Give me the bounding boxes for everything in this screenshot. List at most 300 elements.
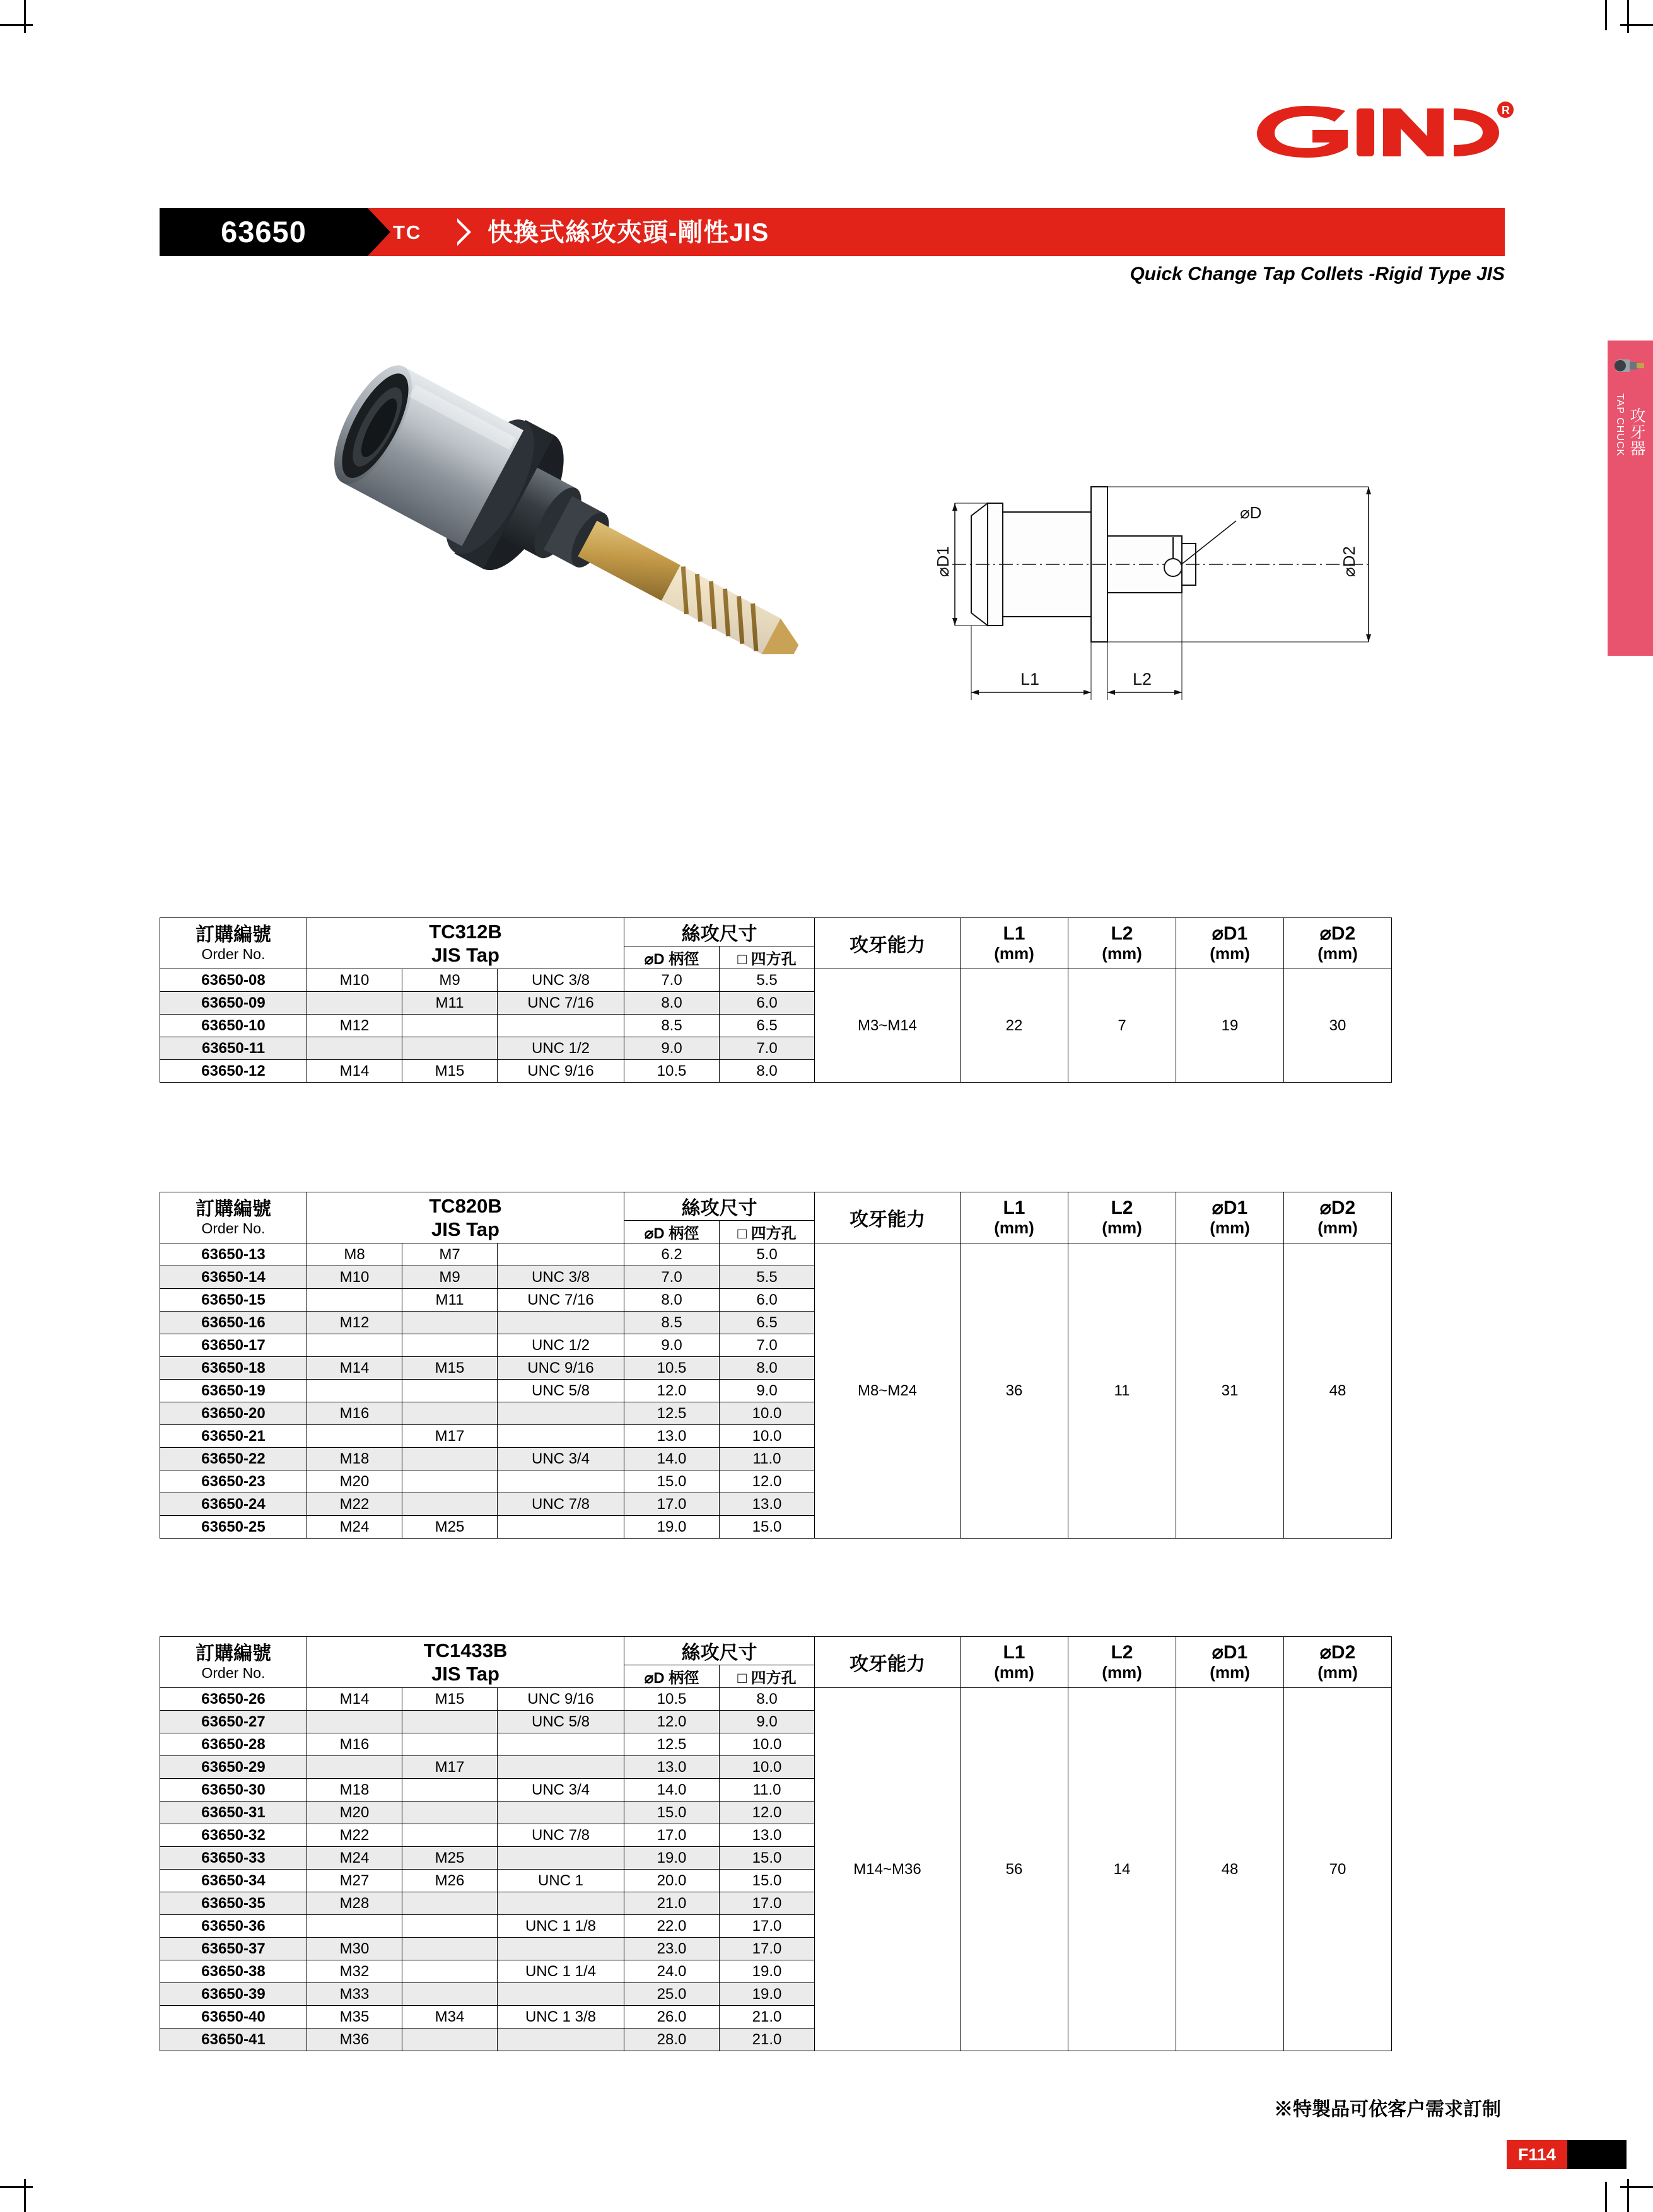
header-order-cn: 訂購編號 <box>196 1198 271 1220</box>
header-d2 <box>1284 1637 1392 1688</box>
crop-mark <box>1605 0 1607 30</box>
header-l2-unit: (mm) <box>1102 1663 1142 1682</box>
svg-text:R: R <box>1502 104 1510 117</box>
header-d1-unit: (mm) <box>1210 1663 1250 1682</box>
cell-square: 7.0 <box>720 1334 815 1357</box>
cell-tap-3 <box>498 1938 624 1960</box>
cell-tap-3: UNC 7/8 <box>498 1493 624 1516</box>
cell-tap-2: M17 <box>402 1756 498 1779</box>
cell-order-no: 63650-19 <box>160 1380 307 1402</box>
header-capacity-label: 攻牙能力 <box>850 935 925 956</box>
header-model-code: TC1433B <box>423 1639 508 1662</box>
cell-order-no: 63650-22 <box>160 1448 307 1470</box>
cell-tap-1: M16 <box>307 1733 402 1756</box>
cell-square: 9.0 <box>720 1711 815 1733</box>
cell-square: 8.0 <box>720 1357 815 1380</box>
spec-table-2-wrapper <box>160 1192 1392 1539</box>
cell-shank-dia: 14.0 <box>624 1448 720 1470</box>
header-square-label: □ 四方孔 <box>737 951 797 968</box>
cell-tap-1: M10 <box>307 1266 402 1289</box>
cell-tap-2 <box>402 2029 498 2051</box>
table-header-row <box>160 1192 1392 1221</box>
cell-square: 5.5 <box>720 1266 815 1289</box>
cell-tap-2 <box>402 1312 498 1334</box>
side-tab-text <box>1608 393 1653 460</box>
cell-tap-2: M11 <box>402 992 498 1015</box>
side-tab-label-cn: 攻牙器 <box>1628 407 1645 457</box>
cell-capacity: M14~M36 <box>815 1688 961 2051</box>
header-square-label: □ 四方孔 <box>737 1225 797 1242</box>
cell-order-no: 63650-20 <box>160 1402 307 1425</box>
product-header-bar <box>160 208 1505 256</box>
cell-tap-1 <box>307 1289 402 1312</box>
cell-square: 15.0 <box>720 1847 815 1870</box>
cell-tap-1 <box>307 1425 402 1448</box>
cell-d2: 30 <box>1284 969 1392 1083</box>
cell-shank-dia: 17.0 <box>624 1493 720 1516</box>
cell-capacity: M3~M14 <box>815 969 961 1083</box>
cell-tap-2: M9 <box>402 969 498 992</box>
cell-tap-1: M27 <box>307 1870 402 1892</box>
cell-tap-3: UNC 3/4 <box>498 1779 624 1802</box>
cell-tap-2 <box>402 1938 498 1960</box>
cell-tap-2 <box>402 1892 498 1915</box>
header-d1-label: ⌀D1 <box>1212 1641 1248 1663</box>
cell-shank-dia: 17.0 <box>624 1824 720 1847</box>
header-shank-dia-label: ⌀D 柄徑 <box>644 951 699 968</box>
cell-d2: 70 <box>1284 1688 1392 2051</box>
header-black-arrow <box>368 208 390 256</box>
cell-square: 6.0 <box>720 1289 815 1312</box>
cell-shank-dia: 15.0 <box>624 1470 720 1493</box>
header-l2 <box>1068 1192 1176 1243</box>
cell-tap-1 <box>307 1334 402 1357</box>
cell-tap-1: M22 <box>307 1493 402 1516</box>
header-l2 <box>1068 918 1176 969</box>
cell-d2: 48 <box>1284 1243 1392 1539</box>
cell-shank-dia: 28.0 <box>624 2029 720 2051</box>
page-number: F114 <box>1517 2145 1557 2164</box>
header-capacity <box>815 1192 961 1243</box>
cell-shank-dia: 12.5 <box>624 1733 720 1756</box>
crop-mark <box>1605 2182 1607 2212</box>
product-type-label: TC <box>393 221 422 243</box>
cell-order-no: 63650-09 <box>160 992 307 1015</box>
spec-table-1 <box>160 917 1392 1083</box>
header-d2-label: ⌀D2 <box>1319 1641 1356 1663</box>
cell-square: 12.0 <box>720 1802 815 1824</box>
cell-tap-2 <box>402 1037 498 1060</box>
cell-tap-1: M30 <box>307 1938 402 1960</box>
cell-shank-dia: 19.0 <box>624 1516 720 1539</box>
cell-tap-2 <box>402 1380 498 1402</box>
header-jis-tap: JIS Tap <box>431 1218 499 1240</box>
cell-square: 13.0 <box>720 1824 815 1847</box>
cell-tap-2 <box>402 1802 498 1824</box>
cell-d1: 19 <box>1176 969 1284 1083</box>
cell-order-no: 63650-15 <box>160 1289 307 1312</box>
product-title-en: Quick Change Tap Collets -Rigid Type JIS <box>1130 264 1505 284</box>
header-model <box>307 918 624 969</box>
cell-tap-3 <box>498 1847 624 1870</box>
cell-tap-2 <box>402 1960 498 1983</box>
cell-tap-2: M25 <box>402 1516 498 1539</box>
cell-tap-1 <box>307 1380 402 1402</box>
cell-tap-3: UNC 1/2 <box>498 1334 624 1357</box>
technical-drawing <box>933 441 1413 744</box>
header-order-no <box>160 1192 307 1243</box>
header-d1 <box>1176 918 1284 969</box>
cell-tap-3: UNC 3/8 <box>498 1266 624 1289</box>
cell-square: 6.0 <box>720 992 815 1015</box>
cell-shank-dia: 10.5 <box>624 1688 720 1711</box>
header-l1 <box>961 918 1068 969</box>
cell-tap-2 <box>402 1711 498 1733</box>
cell-shank-dia: 23.0 <box>624 1938 720 1960</box>
header-l1 <box>961 1637 1068 1688</box>
cell-square: 11.0 <box>720 1448 815 1470</box>
table-row <box>160 969 1392 992</box>
header-square-label: □ 四方孔 <box>737 1670 797 1687</box>
dim-label-d2: ⌀D2 <box>1340 546 1358 577</box>
header-capacity-label: 攻牙能力 <box>850 1654 925 1675</box>
cell-tap-1: M18 <box>307 1448 402 1470</box>
cell-shank-dia: 8.0 <box>624 992 720 1015</box>
cell-square: 19.0 <box>720 1960 815 1983</box>
header-tap-size-cn: 絲攻尺寸 <box>681 1198 757 1219</box>
cell-square: 15.0 <box>720 1870 815 1892</box>
cell-order-no: 63650-36 <box>160 1915 307 1938</box>
custom-order-note: ※特製品可依客户需求訂制 <box>1274 2099 1501 2120</box>
header-model <box>307 1637 624 1688</box>
cell-tap-1 <box>307 1711 402 1733</box>
cell-d1: 48 <box>1176 1688 1284 2051</box>
cell-order-no: 63650-34 <box>160 1870 307 1892</box>
cell-l1: 22 <box>961 969 1068 1083</box>
cell-l1: 56 <box>961 1688 1068 2051</box>
cell-tap-1: M8 <box>307 1243 402 1266</box>
header-d2-unit: (mm) <box>1317 1663 1358 1682</box>
header-l2-label: L2 <box>1111 1197 1133 1218</box>
cell-order-no: 63650-24 <box>160 1493 307 1516</box>
cell-shank-dia: 12.0 <box>624 1711 720 1733</box>
cell-tap-2: M17 <box>402 1425 498 1448</box>
cell-order-no: 63650-37 <box>160 1938 307 1960</box>
cell-tap-3: UNC 1 3/8 <box>498 2006 624 2029</box>
cell-tap-1 <box>307 1915 402 1938</box>
cell-tap-3 <box>498 1470 624 1493</box>
cell-shank-dia: 7.0 <box>624 1266 720 1289</box>
header-model-code: TC312B <box>429 920 502 943</box>
cell-tap-3 <box>498 1243 624 1266</box>
cell-order-no: 63650-28 <box>160 1733 307 1756</box>
cell-shank-dia: 8.5 <box>624 1015 720 1037</box>
cell-shank-dia: 25.0 <box>624 1983 720 2006</box>
dim-label-l1: L1 <box>1020 670 1040 689</box>
cell-square: 10.0 <box>720 1733 815 1756</box>
cell-tap-1: M28 <box>307 1892 402 1915</box>
header-capacity-label: 攻牙能力 <box>850 1209 925 1230</box>
header-l1-unit: (mm) <box>994 944 1034 963</box>
cell-square: 15.0 <box>720 1516 815 1539</box>
cell-square: 11.0 <box>720 1779 815 1802</box>
category-side-tab <box>1608 341 1653 656</box>
cell-order-no: 63650-18 <box>160 1357 307 1380</box>
cell-l1: 36 <box>961 1243 1068 1539</box>
header-d1-unit: (mm) <box>1210 944 1250 963</box>
cell-tap-1: M20 <box>307 1802 402 1824</box>
header-d2-label: ⌀D2 <box>1319 923 1356 944</box>
table-header-row <box>160 918 1392 946</box>
cell-square: 17.0 <box>720 1892 815 1915</box>
header-order-no <box>160 918 307 969</box>
cell-order-no: 63650-08 <box>160 969 307 992</box>
product-photo <box>240 341 870 864</box>
header-capacity <box>815 918 961 969</box>
header-square <box>720 1665 815 1688</box>
cell-order-no: 63650-27 <box>160 1711 307 1733</box>
cell-tap-1: M33 <box>307 1983 402 2006</box>
cell-shank-dia: 15.0 <box>624 1802 720 1824</box>
cell-order-no: 63650-16 <box>160 1312 307 1334</box>
cell-d1: 31 <box>1176 1243 1284 1539</box>
header-l2 <box>1068 1637 1176 1688</box>
cell-tap-3: UNC 3/4 <box>498 1448 624 1470</box>
cell-order-no: 63650-32 <box>160 1824 307 1847</box>
cell-tap-3 <box>498 1516 624 1539</box>
cell-shank-dia: 9.0 <box>624 1037 720 1060</box>
header-l2-label: L2 <box>1111 923 1133 944</box>
cell-tap-1: M10 <box>307 969 402 992</box>
cell-square: 8.0 <box>720 1688 815 1711</box>
header-d2 <box>1284 1192 1392 1243</box>
cell-square: 19.0 <box>720 1983 815 2006</box>
header-model <box>307 1192 624 1243</box>
cell-order-no: 63650-11 <box>160 1037 307 1060</box>
cell-order-no: 63650-14 <box>160 1266 307 1289</box>
cell-tap-1: M14 <box>307 1357 402 1380</box>
cell-shank-dia: 21.0 <box>624 1892 720 1915</box>
cell-tap-3: UNC 9/16 <box>498 1060 624 1083</box>
crop-mark <box>0 2186 33 2188</box>
cell-order-no: 63650-13 <box>160 1243 307 1266</box>
header-jis-tap: JIS Tap <box>431 944 499 966</box>
chevron-right-icon <box>456 218 472 246</box>
cell-order-no: 63650-21 <box>160 1425 307 1448</box>
cell-tap-2 <box>402 1733 498 1756</box>
header-d1-label: ⌀D1 <box>1212 1197 1248 1218</box>
cell-square: 5.0 <box>720 1243 815 1266</box>
header-shank-dia <box>624 946 720 969</box>
cell-shank-dia: 12.0 <box>624 1380 720 1402</box>
cell-tap-3: UNC 1 <box>498 1870 624 1892</box>
cell-tap-3: UNC 1 1/4 <box>498 1960 624 1983</box>
spec-table-2 <box>160 1192 1392 1539</box>
cell-tap-2: M25 <box>402 1847 498 1870</box>
header-l1-unit: (mm) <box>994 1218 1034 1238</box>
cell-shank-dia: 14.0 <box>624 1779 720 1802</box>
cell-tap-2: M26 <box>402 1870 498 1892</box>
cell-tap-3 <box>498 1892 624 1915</box>
cell-order-no: 63650-33 <box>160 1847 307 1870</box>
header-d2-unit: (mm) <box>1317 944 1358 963</box>
header-l1-label: L1 <box>1003 923 1025 944</box>
cell-tap-3 <box>498 1756 624 1779</box>
cell-tap-2: M7 <box>402 1243 498 1266</box>
side-tab-label-en: TAP CHUCK <box>1615 393 1625 457</box>
dim-label-l2: L2 <box>1133 670 1152 689</box>
header-shank-dia <box>624 1665 720 1688</box>
cell-shank-dia: 8.0 <box>624 1289 720 1312</box>
header-capacity <box>815 1637 961 1688</box>
cell-l2: 11 <box>1068 1243 1176 1539</box>
cell-order-no: 63650-30 <box>160 1779 307 1802</box>
crop-mark <box>1620 2186 1653 2188</box>
cell-shank-dia: 9.0 <box>624 1334 720 1357</box>
cell-order-no: 63650-41 <box>160 2029 307 2051</box>
header-order-en: Order No. <box>201 1665 266 1682</box>
cell-order-no: 63650-10 <box>160 1015 307 1037</box>
cell-tap-1: M24 <box>307 1516 402 1539</box>
cell-square: 5.5 <box>720 969 815 992</box>
product-title-cn: 快換式絲攻夾頭-剛性JIS <box>488 219 769 247</box>
header-shank-dia <box>624 1221 720 1243</box>
cell-shank-dia: 12.5 <box>624 1402 720 1425</box>
cell-tap-1: M12 <box>307 1015 402 1037</box>
cell-shank-dia: 26.0 <box>624 2006 720 2029</box>
cell-square: 6.5 <box>720 1312 815 1334</box>
cell-tap-2 <box>402 1334 498 1357</box>
header-order-no <box>160 1637 307 1688</box>
cell-tap-3 <box>498 1312 624 1334</box>
cell-tap-1: M16 <box>307 1402 402 1425</box>
cell-tap-1 <box>307 992 402 1015</box>
spec-table-1-wrapper <box>160 917 1392 1083</box>
header-d1 <box>1176 1192 1284 1243</box>
cell-order-no: 63650-29 <box>160 1756 307 1779</box>
cell-shank-dia: 6.2 <box>624 1243 720 1266</box>
header-d1 <box>1176 1637 1284 1688</box>
cell-order-no: 63650-17 <box>160 1334 307 1357</box>
cell-tap-1: M14 <box>307 1060 402 1083</box>
cell-tap-2 <box>402 1470 498 1493</box>
cell-square: 8.0 <box>720 1060 815 1083</box>
cell-square: 12.0 <box>720 1470 815 1493</box>
cell-tap-2: M34 <box>402 2006 498 2029</box>
header-order-cn: 訂購編號 <box>196 924 271 945</box>
cell-tap-2 <box>402 1915 498 1938</box>
cell-shank-dia: 24.0 <box>624 1960 720 1983</box>
cell-tap-3: UNC 9/16 <box>498 1688 624 1711</box>
crop-mark <box>1627 2179 1629 2212</box>
cell-tap-3: UNC 7/16 <box>498 992 624 1015</box>
cell-tap-3 <box>498 1015 624 1037</box>
cell-shank-dia: 10.5 <box>624 1357 720 1380</box>
header-d1-unit: (mm) <box>1210 1218 1250 1238</box>
cell-order-no: 63650-31 <box>160 1802 307 1824</box>
cell-square: 17.0 <box>720 1915 815 1938</box>
cell-tap-1 <box>307 1756 402 1779</box>
cell-tap-1: M24 <box>307 1847 402 1870</box>
cell-order-no: 63650-23 <box>160 1470 307 1493</box>
cell-square: 9.0 <box>720 1380 815 1402</box>
cell-tap-2 <box>402 1402 498 1425</box>
cell-tap-2: M9 <box>402 1266 498 1289</box>
cell-shank-dia: 20.0 <box>624 1870 720 1892</box>
cell-tap-3: UNC 3/8 <box>498 969 624 992</box>
cell-tap-3: UNC 1 1/8 <box>498 1915 624 1938</box>
cell-tap-3: UNC 9/16 <box>498 1357 624 1380</box>
cell-tap-2 <box>402 1493 498 1516</box>
header-l1 <box>961 1192 1068 1243</box>
header-tap-size-cn: 絲攻尺寸 <box>681 924 757 945</box>
header-tap-size <box>624 918 815 946</box>
cell-shank-dia: 8.5 <box>624 1312 720 1334</box>
crop-mark <box>1627 0 1629 33</box>
tap-chuck-icon <box>1613 349 1648 387</box>
dim-label-d1: ⌀D1 <box>933 546 952 577</box>
cell-tap-2 <box>402 1983 498 2006</box>
cell-tap-3 <box>498 1733 624 1756</box>
cell-tap-3 <box>498 1402 624 1425</box>
cell-tap-3: UNC 5/8 <box>498 1380 624 1402</box>
cell-shank-dia: 13.0 <box>624 1756 720 1779</box>
cell-tap-1: M18 <box>307 1779 402 1802</box>
cell-square: 10.0 <box>720 1425 815 1448</box>
cell-tap-3 <box>498 1983 624 2006</box>
cell-order-no: 63650-12 <box>160 1060 307 1083</box>
table-row <box>160 1243 1392 1266</box>
cell-tap-2: M15 <box>402 1688 498 1711</box>
header-shank-dia-label: ⌀D 柄徑 <box>644 1225 699 1242</box>
header-l1-unit: (mm) <box>994 1663 1034 1682</box>
cell-tap-2 <box>402 1448 498 1470</box>
cell-order-no: 63650-40 <box>160 2006 307 2029</box>
cell-tap-2: M11 <box>402 1289 498 1312</box>
table-row <box>160 1688 1392 1711</box>
cell-tap-2: M15 <box>402 1060 498 1083</box>
cell-shank-dia: 22.0 <box>624 1915 720 1938</box>
cell-tap-1 <box>307 1037 402 1060</box>
cell-tap-2 <box>402 1779 498 1802</box>
header-square <box>720 1221 815 1243</box>
cell-order-no: 63650-26 <box>160 1688 307 1711</box>
cell-tap-1: M35 <box>307 2006 402 2029</box>
cell-square: 7.0 <box>720 1037 815 1060</box>
header-l2-label: L2 <box>1111 1641 1133 1663</box>
cell-tap-3: UNC 1/2 <box>498 1037 624 1060</box>
header-order-cn: 訂購編號 <box>196 1643 271 1664</box>
cell-tap-1: M32 <box>307 1960 402 1983</box>
cell-shank-dia: 19.0 <box>624 1847 720 1870</box>
cell-tap-3 <box>498 1425 624 1448</box>
brand-logo <box>1246 95 1517 164</box>
cell-l2: 7 <box>1068 969 1176 1083</box>
cell-order-no: 63650-39 <box>160 1983 307 2006</box>
header-d1-label: ⌀D1 <box>1212 923 1248 944</box>
header-model-code: TC820B <box>429 1194 502 1217</box>
cell-shank-dia: 10.5 <box>624 1060 720 1083</box>
header-d2-label: ⌀D2 <box>1319 1197 1356 1218</box>
header-l1-label: L1 <box>1003 1641 1025 1663</box>
cell-order-no: 63650-35 <box>160 1892 307 1915</box>
header-tap-size <box>624 1192 815 1221</box>
cell-l2: 14 <box>1068 1688 1176 2051</box>
header-order-en: Order No. <box>201 946 266 963</box>
cell-order-no: 63650-38 <box>160 1960 307 1983</box>
cell-tap-3: UNC 5/8 <box>498 1711 624 1733</box>
header-tap-size <box>624 1637 815 1665</box>
